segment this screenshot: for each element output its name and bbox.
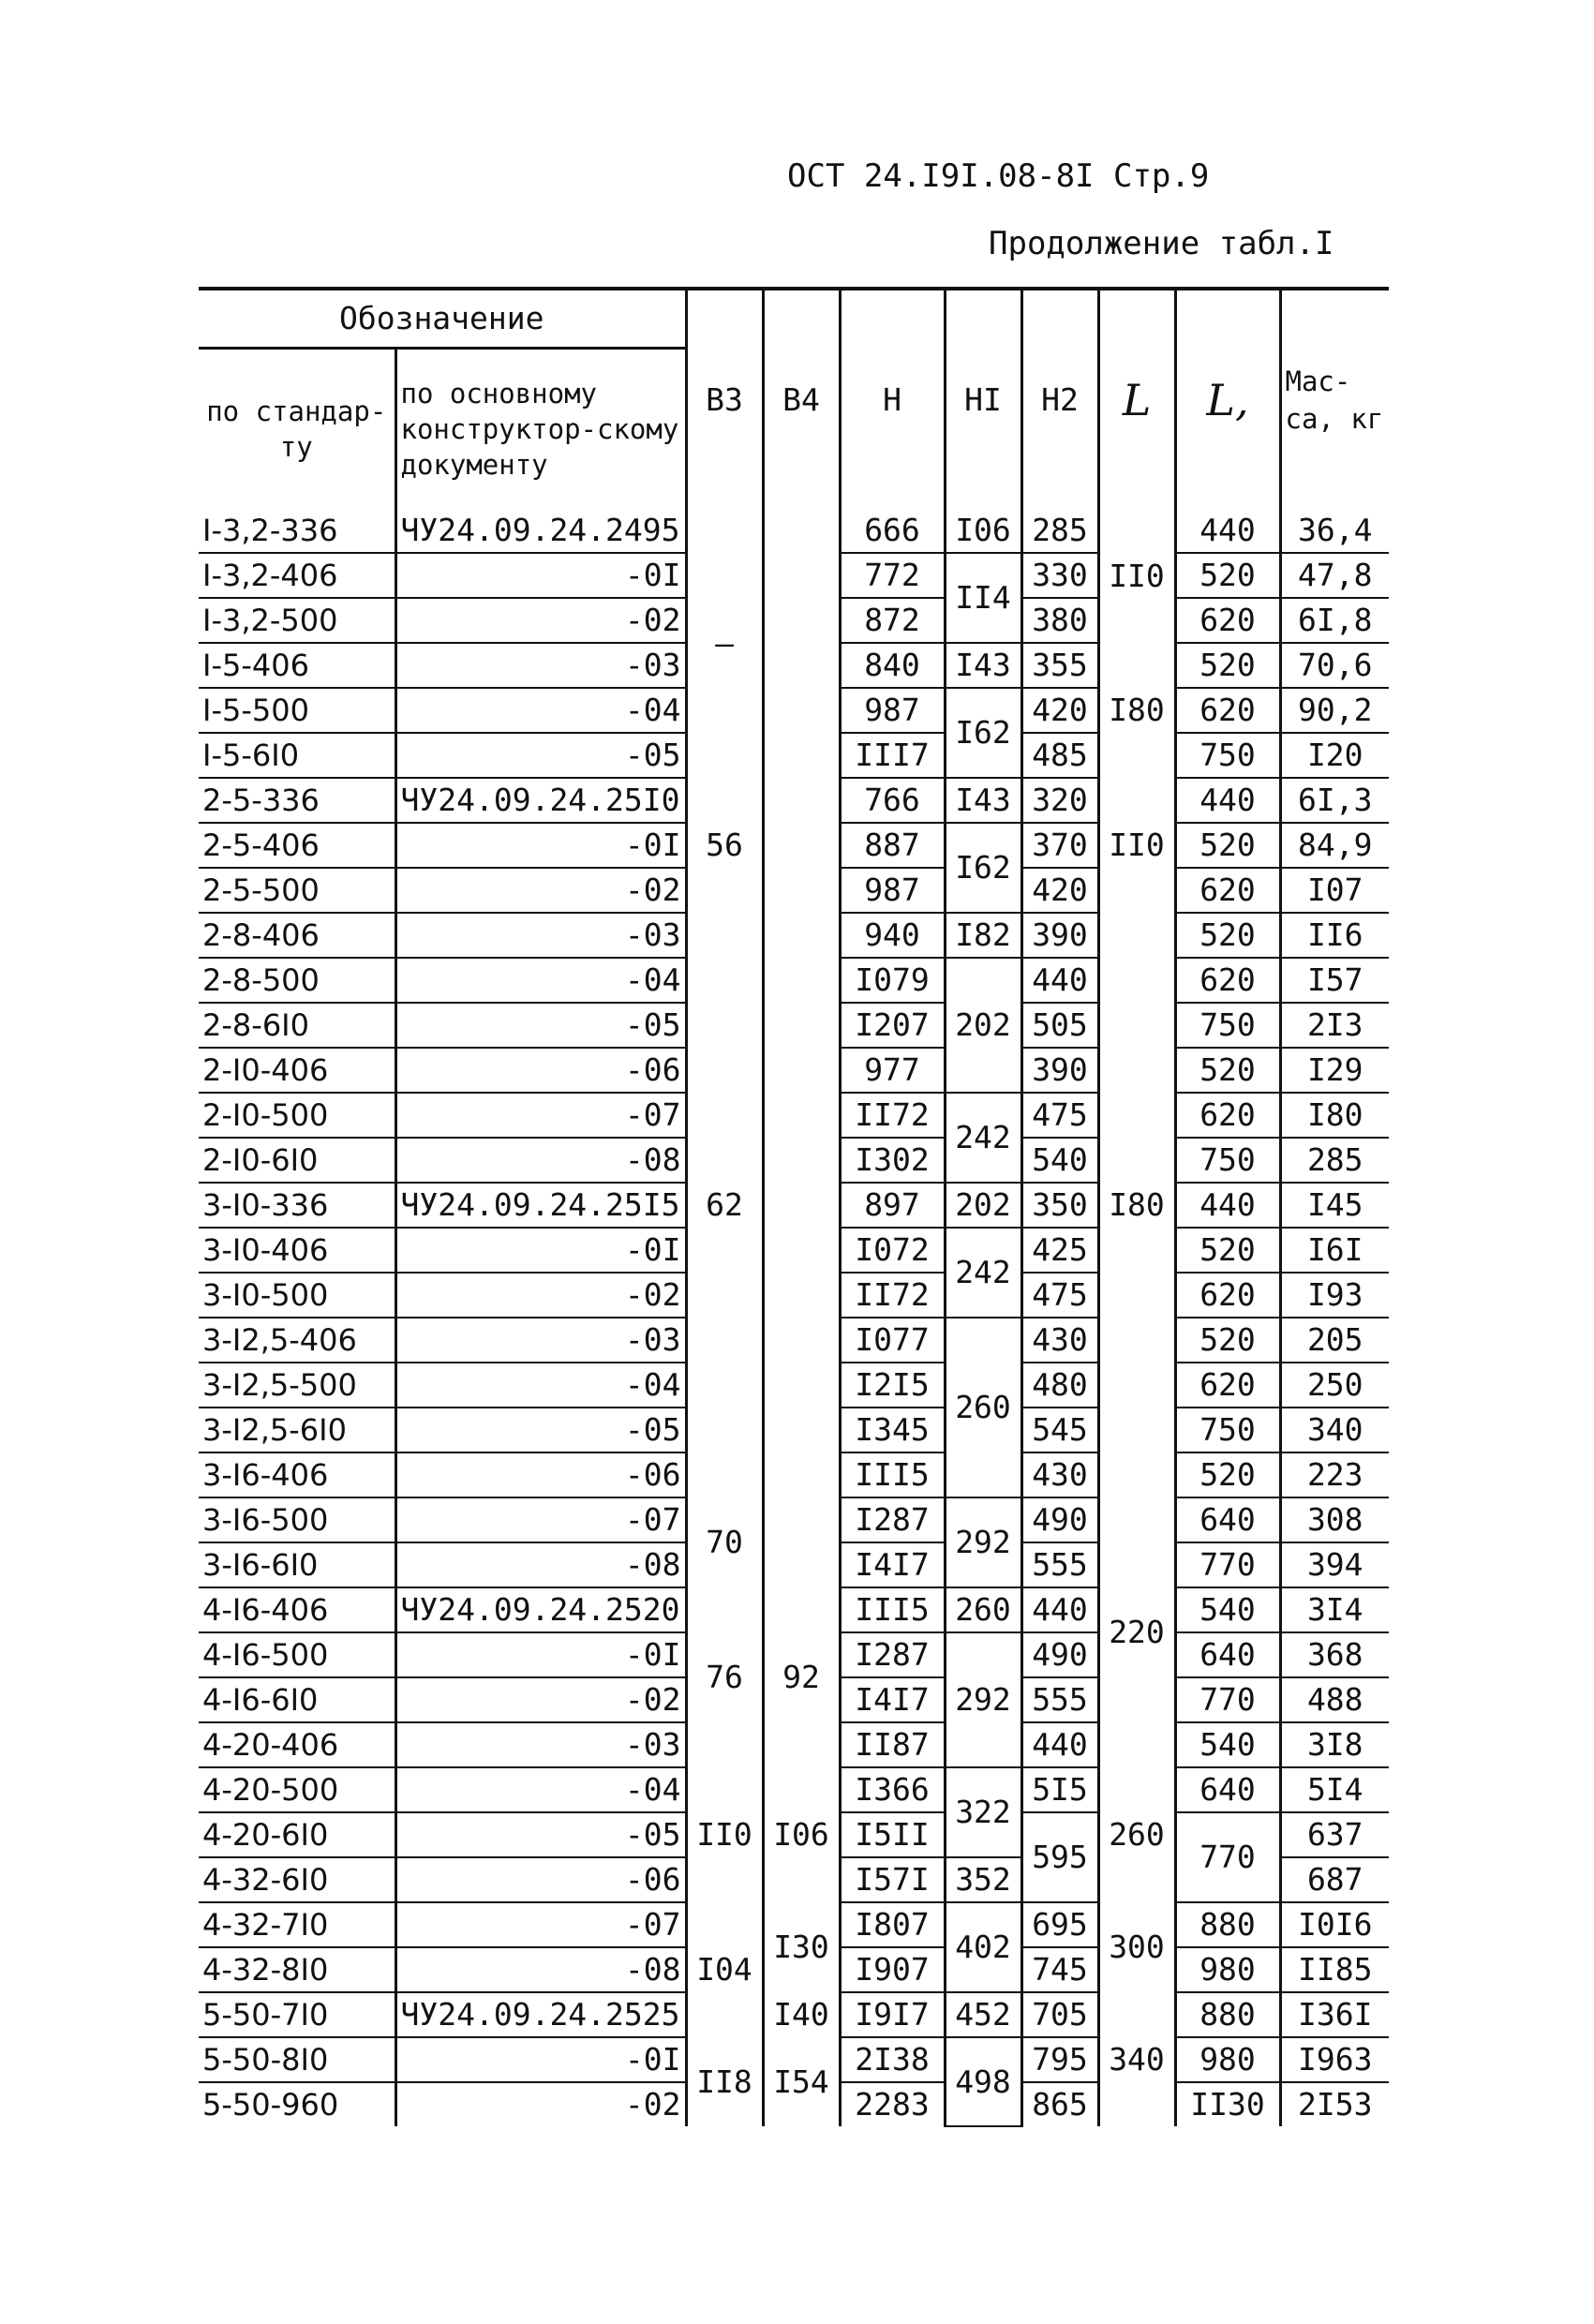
document-number-cell: -07: [395, 1902, 686, 1947]
mass-cell: I6I: [1280, 1228, 1389, 1273]
document-number-cell: -0I: [395, 2037, 686, 2082]
h-cell: II72: [840, 1273, 945, 1318]
document-number-cell: -02: [395, 1677, 686, 1722]
standard-designation-cell: 2-8-6I0: [199, 1003, 395, 1048]
h-cell: 897: [840, 1183, 945, 1228]
h-cell: I807: [840, 1902, 945, 1947]
l1-cell: 540: [1175, 1587, 1280, 1632]
l1-cell: 880: [1175, 1992, 1280, 2037]
table-row: [199, 1587, 1389, 1632]
standard-designation-cell: 2-5-500: [199, 868, 395, 913]
h2-cell: 480: [1021, 1363, 1098, 1408]
document-number-cell: -08: [395, 1947, 686, 1992]
document-number-cell: ЧУ24.09.24.2520: [395, 1587, 686, 1632]
h-cell: 977: [840, 1048, 945, 1093]
h2-cell: 695: [1021, 1902, 1098, 1947]
document-number-cell: -07: [395, 1497, 686, 1542]
document-number-cell: -04: [395, 688, 686, 733]
standard-designation-cell: 3-I2,5-406: [199, 1318, 395, 1363]
table-row: [199, 1767, 1389, 1812]
mass-cell: I93: [1280, 1273, 1389, 1318]
standard-designation-cell: 4-32-8I0: [199, 1947, 395, 1992]
h1-cell: I82: [945, 913, 1021, 958]
h-cell: 987: [840, 868, 945, 913]
l1-cell: 440: [1175, 509, 1280, 553]
mass-cell: I20: [1280, 733, 1389, 778]
h-cell: I57I: [840, 1857, 945, 1902]
document-number-cell: -05: [395, 1812, 686, 1857]
document-number-cell: -03: [395, 643, 686, 688]
h-cell: I302: [840, 1138, 945, 1183]
h1-cell: 352: [945, 1857, 1021, 1902]
l-header: L: [1098, 290, 1175, 509]
b4-cell: I54: [763, 2037, 840, 2126]
document-number-cell: -07: [395, 1093, 686, 1138]
standard-designation-cell: 2-I0-6I0: [199, 1138, 395, 1183]
standard-designation-cell: 5-50-7I0: [199, 1992, 395, 2037]
h2-cell: 555: [1021, 1542, 1098, 1587]
b3-cell: I04: [686, 1902, 763, 2037]
h-header: H: [840, 290, 945, 509]
h1-cell: 292: [945, 1497, 1021, 1587]
l1-cell: 770: [1175, 1812, 1280, 1902]
h2-cell: 540: [1021, 1138, 1098, 1183]
document-number-cell: -06: [395, 1048, 686, 1093]
document-number-cell: -02: [395, 1273, 686, 1318]
document-number-cell: ЧУ24.09.24.25I0: [395, 778, 686, 823]
h2-cell: 320: [1021, 778, 1098, 823]
h-cell: I2I5: [840, 1363, 945, 1408]
mass-cell: II85: [1280, 1947, 1389, 1992]
b3-cell: 56: [686, 778, 763, 913]
standard-designation-cell: I-3,2-500: [199, 598, 395, 643]
h-cell: II72: [840, 1093, 945, 1138]
h-cell: I366: [840, 1767, 945, 1812]
mass-cell: 3I4: [1280, 1587, 1389, 1632]
h2-header: H2: [1021, 290, 1098, 509]
mass-cell: 5I4: [1280, 1767, 1389, 1812]
mass-cell: 36,4: [1280, 509, 1389, 553]
h-cell: 2I38: [840, 2037, 945, 2082]
h2-cell: 795: [1021, 2037, 1098, 2082]
document-number-cell: -03: [395, 1318, 686, 1363]
h1-cell: 498: [945, 2037, 1021, 2126]
standard-designation-cell: I-3,2-406: [199, 553, 395, 598]
h1-cell: 242: [945, 1228, 1021, 1318]
standard-designation-cell: 3-I6-406: [199, 1452, 395, 1497]
mass-cell: 70,6: [1280, 643, 1389, 688]
l-cell: 220: [1098, 1497, 1175, 1767]
mass-header: Мас-са, кг: [1280, 290, 1389, 509]
h-cell: II87: [840, 1722, 945, 1767]
mass-cell: I0I6: [1280, 1902, 1389, 1947]
standard-designation-cell: 4-20-500: [199, 1767, 395, 1812]
standard-designation-cell: I-5-406: [199, 643, 395, 688]
document-number-cell: -06: [395, 1857, 686, 1902]
h2-cell: 420: [1021, 868, 1098, 913]
l1-cell: 980: [1175, 1947, 1280, 1992]
standard-designation-cell: 4-20-406: [199, 1722, 395, 1767]
l1-cell: 520: [1175, 1318, 1280, 1363]
l1-cell: 520: [1175, 643, 1280, 688]
l1-cell: 640: [1175, 1767, 1280, 1812]
mass-cell: 340: [1280, 1408, 1389, 1452]
mass-cell: 2I3: [1280, 1003, 1389, 1048]
document-number-cell: -05: [395, 733, 686, 778]
l1-cell: 520: [1175, 553, 1280, 598]
document-number-cell: -0I: [395, 1228, 686, 1273]
h1-cell: I43: [945, 643, 1021, 688]
b3-header: B3: [686, 290, 763, 509]
specification-table: [199, 287, 1389, 2127]
b4-header: B4: [763, 290, 840, 509]
mass-cell: 2I53: [1280, 2082, 1389, 2126]
l-cell: 340: [1098, 1992, 1175, 2126]
h1-cell: 202: [945, 1183, 1021, 1228]
h2-cell: 285: [1021, 509, 1098, 553]
h2-cell: 390: [1021, 913, 1098, 958]
mass-cell: I29: [1280, 1048, 1389, 1093]
h2-cell: 475: [1021, 1273, 1098, 1318]
l1-cell: 640: [1175, 1632, 1280, 1677]
l1-cell: 980: [1175, 2037, 1280, 2082]
document-number-cell: -05: [395, 1003, 686, 1048]
b3-cell: 70: [686, 1497, 763, 1587]
l1-cell: II30: [1175, 2082, 1280, 2126]
l-cell: II0: [1098, 509, 1175, 643]
h2-cell: 355: [1021, 643, 1098, 688]
standard-designation-cell: 4-20-6I0: [199, 1812, 395, 1857]
document-number-cell: ЧУ24.09.24.2495: [395, 509, 686, 553]
h1-cell: I43: [945, 778, 1021, 823]
l1-cell: 520: [1175, 823, 1280, 868]
standard-designation-cell: 4-32-6I0: [199, 1857, 395, 1902]
mass-cell: 205: [1280, 1318, 1389, 1363]
h2-cell: 490: [1021, 1497, 1098, 1542]
h-cell: I907: [840, 1947, 945, 1992]
l1-cell: 520: [1175, 1452, 1280, 1497]
b3-cell: II0: [686, 1767, 763, 1902]
h-cell: 2283: [840, 2082, 945, 2126]
mass-cell: 84,9: [1280, 823, 1389, 868]
standard-designation-cell: I-5-500: [199, 688, 395, 733]
h1-cell: 292: [945, 1632, 1021, 1767]
h1-cell: 452: [945, 1992, 1021, 2037]
l1-cell: 540: [1175, 1722, 1280, 1767]
standard-designation-cell: 3-I2,5-6I0: [199, 1408, 395, 1452]
document-number-cell: -06: [395, 1452, 686, 1497]
document-number-cell: ЧУ24.09.24.2525: [395, 1992, 686, 2037]
h-cell: 840: [840, 643, 945, 688]
h2-cell: 595: [1021, 1812, 1098, 1902]
mass-cell: 250: [1280, 1363, 1389, 1408]
table-continuation-label: Продолжение табл.I: [989, 225, 1334, 262]
mass-cell: 368: [1280, 1632, 1389, 1677]
document-number-cell: -08: [395, 1542, 686, 1587]
h-cell: I345: [840, 1408, 945, 1452]
h-cell: III5: [840, 1587, 945, 1632]
h2-cell: 370: [1021, 823, 1098, 868]
document-number-cell: -0I: [395, 823, 686, 868]
table-row: [199, 1992, 1389, 2037]
l1-cell: 620: [1175, 598, 1280, 643]
h-cell: 987: [840, 688, 945, 733]
standard-designation-cell: 4-I6-6I0: [199, 1677, 395, 1722]
document-number-cell: -0I: [395, 1632, 686, 1677]
h-cell: 872: [840, 598, 945, 643]
mass-cell: 488: [1280, 1677, 1389, 1722]
mass-cell: 6I,3: [1280, 778, 1389, 823]
h-cell: I077: [840, 1318, 945, 1363]
standard-designation-cell: 2-8-406: [199, 913, 395, 958]
h2-cell: 420: [1021, 688, 1098, 733]
h2-cell: 430: [1021, 1318, 1098, 1363]
l1-cell: 520: [1175, 913, 1280, 958]
standard-designation-cell: 2-5-406: [199, 823, 395, 868]
mass-cell: 47,8: [1280, 553, 1389, 598]
standard-designation-cell: 4-32-7I0: [199, 1902, 395, 1947]
h2-cell: 490: [1021, 1632, 1098, 1677]
h1-cell: 322: [945, 1767, 1021, 1857]
mass-cell: II6: [1280, 913, 1389, 958]
document-number-cell: -04: [395, 958, 686, 1003]
table-body: [199, 509, 1389, 2126]
mass-cell: I57: [1280, 958, 1389, 1003]
document-number-cell: ЧУ24.09.24.25I5: [395, 1183, 686, 1228]
h2-cell: 485: [1021, 733, 1098, 778]
h1-cell: II4: [945, 553, 1021, 643]
h2-cell: 425: [1021, 1228, 1098, 1273]
l1-cell: 750: [1175, 733, 1280, 778]
h-cell: I287: [840, 1497, 945, 1542]
mass-cell: 3I8: [1280, 1722, 1389, 1767]
l1-cell: 880: [1175, 1902, 1280, 1947]
mass-cell: 394: [1280, 1542, 1389, 1587]
standard-designation-cell: 4-I6-406: [199, 1587, 395, 1632]
l-cell: II0: [1098, 778, 1175, 913]
standard-designation-cell: 3-I0-500: [199, 1273, 395, 1318]
h1-header: HI: [945, 290, 1021, 509]
h2-cell: 5I5: [1021, 1767, 1098, 1812]
l-cell: I80: [1098, 913, 1175, 1497]
standard-designation-cell: 3-I6-500: [199, 1497, 395, 1542]
b3-cell: 62: [686, 913, 763, 1497]
h2-cell: 440: [1021, 958, 1098, 1003]
h2-cell: 350: [1021, 1183, 1098, 1228]
standard-designation-cell: 2-8-500: [199, 958, 395, 1003]
h-cell: I287: [840, 1632, 945, 1677]
standard-designation-cell: 2-I0-500: [199, 1093, 395, 1138]
h1-cell: 260: [945, 1318, 1021, 1497]
h1-cell: I62: [945, 688, 1021, 778]
document-number-cell: -03: [395, 1722, 686, 1767]
l1-cell: 620: [1175, 688, 1280, 733]
document-code: ОСТ 24.I9I.08-8I Стр.9: [787, 157, 1210, 195]
l1-cell: 620: [1175, 1093, 1280, 1138]
l-cell: 300: [1098, 1902, 1175, 1992]
h2-cell: 440: [1021, 1587, 1098, 1632]
h2-cell: 330: [1021, 553, 1098, 598]
document-number-cell: -02: [395, 2082, 686, 2126]
h1-cell: 242: [945, 1093, 1021, 1183]
h2-cell: 545: [1021, 1408, 1098, 1452]
h-cell: 772: [840, 553, 945, 598]
document-number-cell: -02: [395, 598, 686, 643]
table-row: [199, 1902, 1389, 1947]
l1-cell: 750: [1175, 1138, 1280, 1183]
l1-cell: 750: [1175, 1003, 1280, 1048]
h2-cell: 555: [1021, 1677, 1098, 1722]
document-number-cell: -04: [395, 1363, 686, 1408]
b4-cell: I40: [763, 1992, 840, 2037]
standard-designation-cell: 3-I6-6I0: [199, 1542, 395, 1587]
h2-cell: 430: [1021, 1452, 1098, 1497]
h2-cell: 865: [1021, 2082, 1098, 2126]
h2-cell: 705: [1021, 1992, 1098, 2037]
h-cell: I207: [840, 1003, 945, 1048]
mass-cell: I07: [1280, 868, 1389, 913]
mass-cell: 285: [1280, 1138, 1389, 1183]
h1-cell: 202: [945, 958, 1021, 1093]
standard-designation-cell: 5-50-8I0: [199, 2037, 395, 2082]
by-main-doc-header: по основному конструктор-скому документу: [395, 349, 686, 510]
h-cell: 766: [840, 778, 945, 823]
mass-cell: 687: [1280, 1857, 1389, 1902]
b3-cell: II8: [686, 2037, 763, 2126]
l-cell: I80: [1098, 643, 1175, 778]
h1-cell: 402: [945, 1902, 1021, 1992]
l1-cell: 750: [1175, 1408, 1280, 1452]
l1-cell: 620: [1175, 868, 1280, 913]
mass-cell: I80: [1280, 1093, 1389, 1138]
standard-designation-cell: 2-I0-406: [199, 1048, 395, 1093]
mass-cell: 308: [1280, 1497, 1389, 1542]
l1-cell: 640: [1175, 1497, 1280, 1542]
h-cell: 887: [840, 823, 945, 868]
h-cell: III7: [840, 733, 945, 778]
mass-cell: I36I: [1280, 1992, 1389, 2037]
standard-designation-cell: I-5-6I0: [199, 733, 395, 778]
mass-cell: I45: [1280, 1183, 1389, 1228]
h2-cell: 380: [1021, 598, 1098, 643]
h2-cell: 475: [1021, 1093, 1098, 1138]
b4-cell: I30: [763, 1902, 840, 1992]
l1-cell: 620: [1175, 1363, 1280, 1408]
standard-designation-cell: 4-I6-500: [199, 1632, 395, 1677]
h-cell: I4I7: [840, 1542, 945, 1587]
standard-designation-cell: 3-I0-336: [199, 1183, 395, 1228]
h1-cell: 260: [945, 1587, 1021, 1632]
b3-cell: 76: [686, 1587, 763, 1767]
h1-cell: I62: [945, 823, 1021, 913]
h2-cell: 440: [1021, 1722, 1098, 1767]
standard-designation-cell: 3-I0-406: [199, 1228, 395, 1273]
b4-cell: 92: [763, 1587, 840, 1767]
standard-designation-cell: 5-50-960: [202, 2087, 339, 2123]
document-number-cell: -04: [395, 1767, 686, 1812]
h2-cell: 390: [1021, 1048, 1098, 1093]
h-cell: I4I7: [840, 1677, 945, 1722]
mass-cell: 90,2: [1280, 688, 1389, 733]
l1-header: L,: [1175, 290, 1280, 509]
h1-cell: I06: [945, 509, 1021, 553]
l1-cell: 770: [1175, 1542, 1280, 1587]
h-cell: I9I7: [840, 1992, 945, 2037]
document-number-cell: -03: [395, 913, 686, 958]
mass-cell: 223: [1280, 1452, 1389, 1497]
l1-cell: 440: [1175, 778, 1280, 823]
h-cell: 940: [840, 913, 945, 958]
l-cell: 260: [1098, 1767, 1175, 1902]
designation-header: Обозначение: [199, 290, 686, 349]
l1-cell: 620: [1175, 958, 1280, 1003]
standard-designation-cell: 2-5-336: [199, 778, 395, 823]
l1-cell: 770: [1175, 1677, 1280, 1722]
standard-designation-cell: 3-I2,5-500: [199, 1363, 395, 1408]
h2-cell: 505: [1021, 1003, 1098, 1048]
table-row: [199, 509, 1389, 553]
l1-cell: 520: [1175, 1048, 1280, 1093]
document-number-cell: -0I: [395, 553, 686, 598]
h-cell: I5II: [840, 1812, 945, 1857]
l1-cell: 520: [1175, 1228, 1280, 1273]
mass-cell: 637: [1280, 1812, 1389, 1857]
standard-designation-cell: I-3,2-336: [199, 509, 395, 553]
document-number-cell: -02: [395, 868, 686, 913]
h2-cell: 745: [1021, 1947, 1098, 1992]
by-standard-header: по стандар-ту: [206, 395, 387, 463]
l1-cell: 620: [1175, 1273, 1280, 1318]
document-number-cell: -05: [395, 1408, 686, 1452]
mass-cell: I963: [1280, 2037, 1389, 2082]
document-number-cell: -08: [395, 1138, 686, 1183]
h-cell: I072: [840, 1228, 945, 1273]
b4-cell: I06: [763, 1767, 840, 1902]
h-cell: I079: [840, 958, 945, 1003]
table-row: [199, 2037, 1389, 2082]
h-cell: III5: [840, 1452, 945, 1497]
b3-cell: –: [686, 509, 763, 778]
h-cell: 666: [840, 509, 945, 553]
l1-cell: 440: [1175, 1183, 1280, 1228]
mass-cell: 6I,8: [1280, 598, 1389, 643]
b4-cell: [763, 509, 840, 1587]
